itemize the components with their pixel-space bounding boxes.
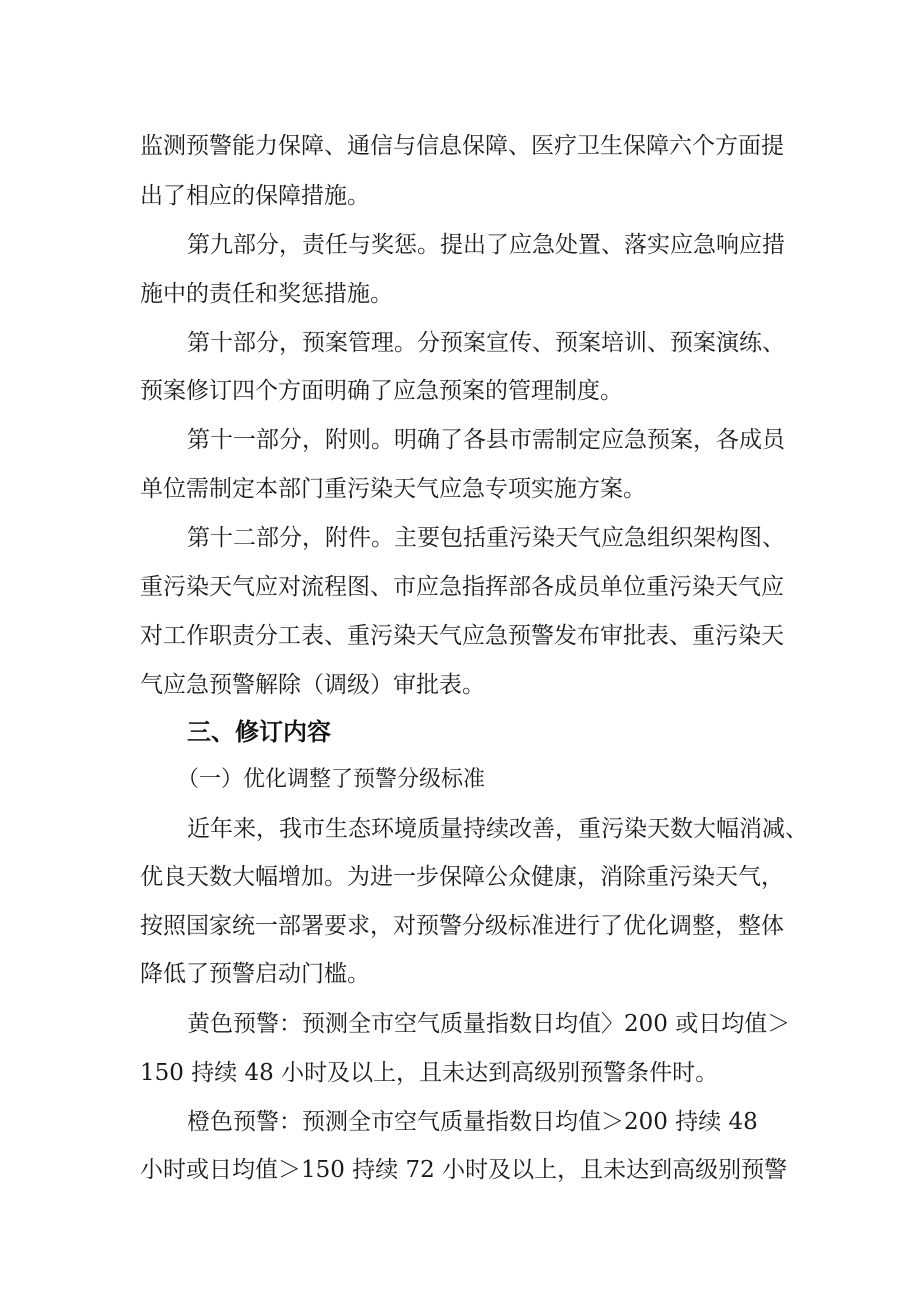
paragraph-orange-warning: 橙色预警：预测全市空气质量指数日均值＞200 持续 48 [187, 1109, 758, 1135]
paragraph-yellow-warning: 黄色预警：预测全市空气质量指数日均值〉200 或日均值＞ [187, 1011, 791, 1037]
body-text-line: 对工作职责分工表、重污染天气应急预警发布审批表、重污染天 [140, 623, 784, 649]
paragraph-part-twelve: 第十二部分，附件。主要包括重污染天气应急组织架构图、 [187, 525, 785, 551]
paragraph-part-eleven: 第十一部分，附则。明确了各县市需制定应急预案，各成员 [187, 427, 785, 453]
subsection-heading: （一）优化调整了预警分级标准 [177, 767, 486, 792]
body-text-line: 监测预警能力保障、通信与信息保障、医疗卫生保障六个方面提 [140, 133, 784, 159]
body-text-line: 预案修订四个方面明确了应急预案的管理制度。 [140, 378, 623, 404]
paragraph-part-nine: 第九部分，责任与奖惩。提出了应急处置、落实应急响应措 [187, 232, 785, 258]
body-text-line: 150 持续 48 小时及以上，且未达到高级别预警条件时。 [140, 1060, 719, 1086]
body-text-line: 出了相应的保障措施。 [140, 183, 370, 209]
body-text-line: 降低了预警启动门槛。 [140, 961, 370, 987]
body-text-line: 小时或日均值＞150 持续 72 小时及以上，且未达到高级别预警 [140, 1157, 788, 1183]
body-text-line: 优良天数大幅增加。为进一步保障公众健康，消除重污染天气， [140, 864, 784, 890]
body-text-line: 气应急预警解除（调级）审批表。 [140, 672, 485, 698]
body-text-line: 单位需制定本部门重污染天气应急专项实施方案。 [140, 476, 646, 502]
body-text-line: 重污染天气应对流程图、市应急指挥部各成员单位重污染天气应 [140, 574, 784, 600]
body-text-line: 施中的责任和奖惩措施。 [140, 281, 393, 307]
body-text-line: 按照国家统一部署要求，对预警分级标准进行了优化调整，整体 [140, 913, 784, 939]
paragraph-revision-intro: 近年来，我市生态环境质量持续改善，重污染天数大幅消减、 [187, 816, 808, 842]
paragraph-part-ten: 第十部分，预案管理。分预案宣传、预案培训、预案演练、 [187, 330, 785, 356]
section-heading: 三、修订内容 [187, 718, 331, 746]
